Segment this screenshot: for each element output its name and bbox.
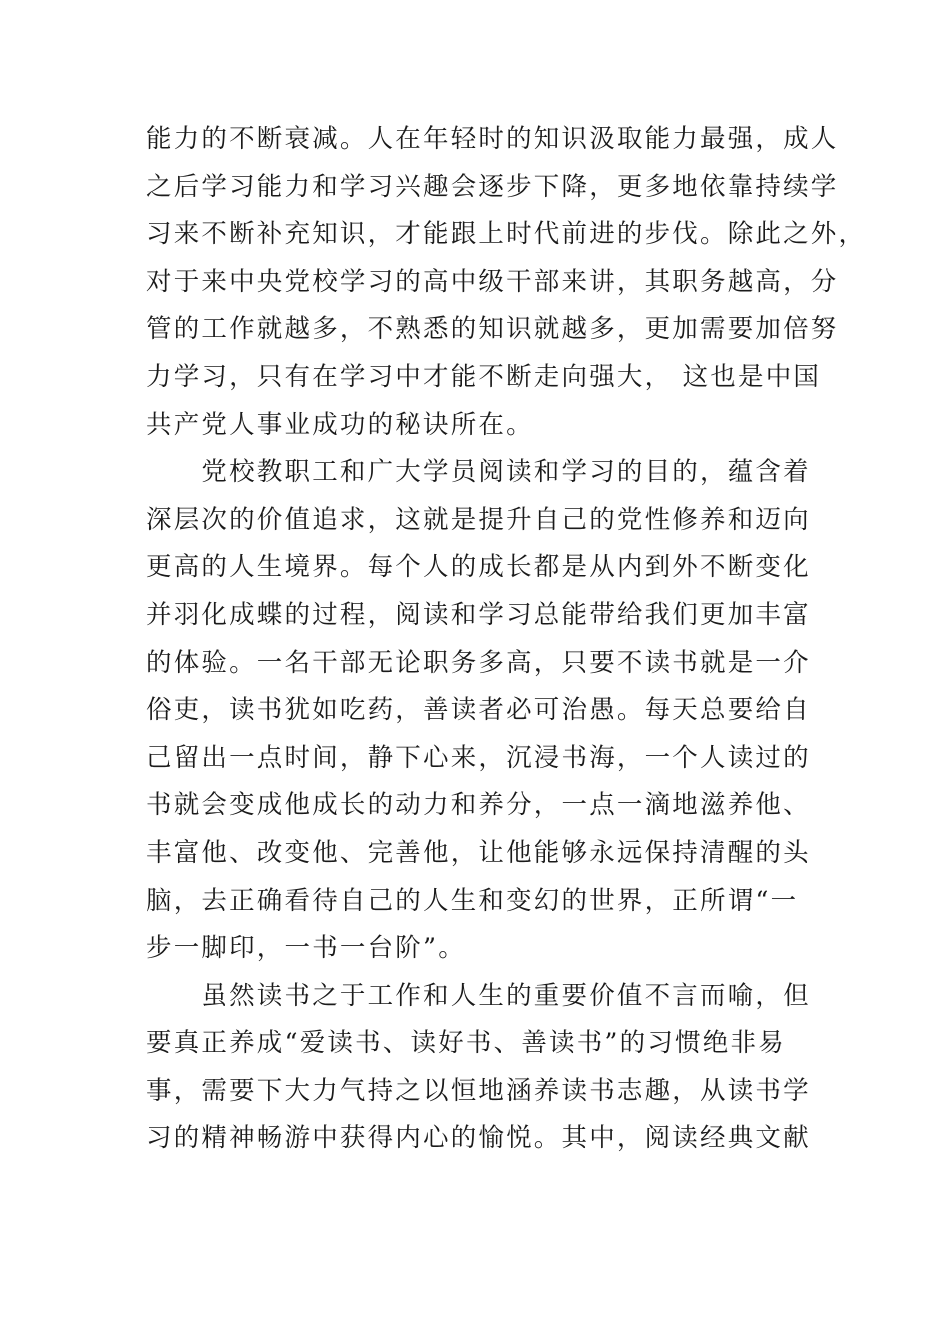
text-line: 习的精神畅游中获得内心的愉悦。其中，阅读经典文献 — [146, 1123, 811, 1154]
text-line: 脑，去正确看待自己的人生和变幻的世界，正所谓“一 — [146, 885, 799, 916]
text-line: 力学习，只有在学习中才能不断走向强大， 这也是中国 — [146, 361, 822, 392]
text-line: 深层次的价值追求，这就是提升自己的党性修养和迈向 — [146, 504, 811, 535]
text-line: 对于来中央党校学习的高中级干部来讲，其职务越高，分 — [146, 266, 839, 297]
text-line: 书就会变成他成长的动力和养分，一点一滴地滋养他、 — [146, 790, 811, 821]
text-line: 步一脚印，一书一台阶”。 — [146, 933, 466, 964]
text-line: 俗吏，读书犹如吃药，善读者必可治愚。每天总要给自 — [146, 695, 811, 726]
text-line: 能力的不断衰减。人在年轻时的知识汲取能力最强，成人 — [146, 124, 839, 154]
text-line: 习来不断补充知识，才能跟上时代前进的步伐。除此之外， — [146, 219, 867, 250]
text-line: 事，需要下大力气持之以恒地涵养读书志趣，从读书学 — [146, 1075, 811, 1106]
text-line: 己留出一点时间，静下心来，沉浸书海，一个人读过的 — [146, 742, 811, 773]
text-line: 的体验。一名干部无论职务多高，只要不读书就是一介 — [146, 647, 811, 678]
body-text — [146, 116, 867, 1163]
text-line: 更高的人生境界。每个人的成长都是从内到外不断变化 — [146, 552, 811, 583]
text-line: 要真正养成“爱读书、读好书、善读书”的习惯绝非易 — [146, 1028, 786, 1059]
text-line: 之后学习能力和学习兴趣会逐步下降，更多地依靠持续学 — [146, 171, 839, 202]
text-line: 丰富他、改变他、完善他，让他能够永远保持清醒的头 — [146, 837, 811, 868]
text-line: 管的工作就越多，不熟悉的知识就越多，更加需要加倍努 — [146, 314, 839, 345]
text-line: 党校教职工和广大学员阅读和学习的目的，蕴含着 — [146, 457, 811, 488]
text-line: 共产党人事业成功的秘诀所在。 — [146, 409, 534, 440]
text-line: 虽然读书之于工作和人生的重要价值不言而喻，但 — [146, 980, 811, 1011]
text-line: 并羽化成蝶的过程，阅读和学习总能带给我们更加丰富 — [146, 599, 811, 630]
